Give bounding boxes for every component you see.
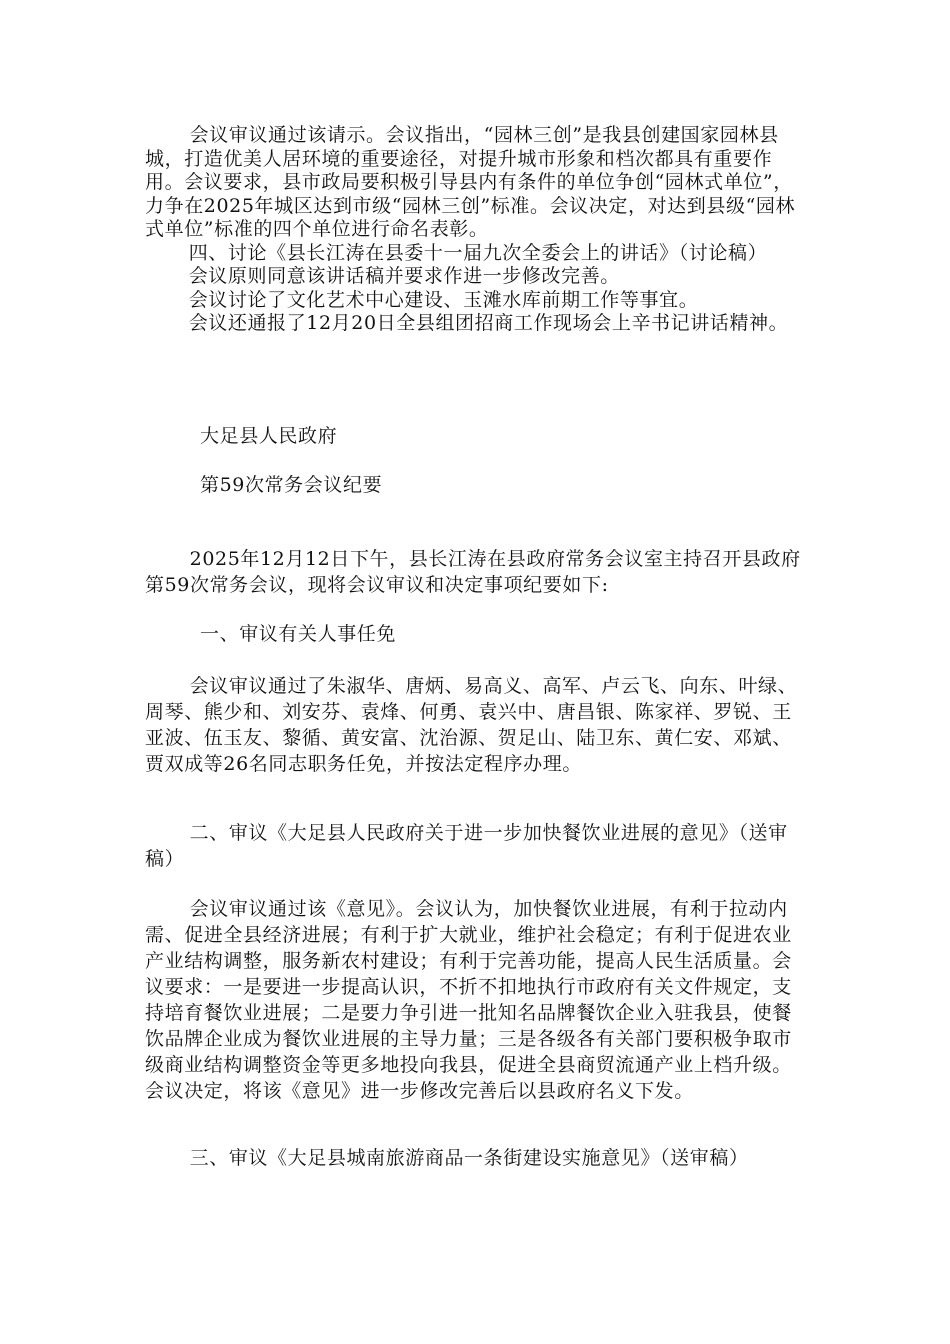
section-one-body: [145, 673, 810, 777]
intro-paragraph: 2025年12月12日下午，县长江涛在县政府常务会议室主持召开县政府第59次常务会议，现将会议审议和决定事项纪要如下:: [145, 548, 801, 596]
paragraph-item-four-heading: 四、讨论《县长江涛在县委十一届九次全委会上的讲话》（讨论稿）: [188, 241, 768, 264]
personnel-appointment-paragraph: 会议审议通过了朱淑华、唐炳、易高义、高军、卢云飞、向东、叶绿、周琴、熊少和、刘安芬、袁烽、何勇、袁兴中、唐昌银、陈家祥、罗锐、王亚波、伍玉友、黎循、黄安富、沈治源、贺足山、陆卫东、黄仁安、邓斌、贾双成等26名同志职务任免，并按法定程序办理。: [145, 675, 798, 775]
minutes-title: 第59次常务会议纪要: [200, 474, 383, 496]
section-three-heading-block: [145, 1145, 810, 1171]
section-three-heading: 三、审议《大足县城南旅游商品一条街建设实施意见》（送审稿）: [189, 1147, 749, 1169]
continued-minutes-block: [145, 124, 810, 336]
intro-block: [145, 546, 810, 598]
section-two-heading-block: [145, 820, 810, 872]
paragraph-discussion: 会议讨论了文化艺术中心建设、玉滩水库前期工作等事宜。: [188, 288, 699, 311]
paragraph-notification: 会议还通报了12月20日全县组团招商工作现场会上辛书记讲话精神。: [188, 312, 789, 334]
paragraph-approval-result: 会议审议通过该请示。会议指出，“园林三创”是我县创建国家园林县城，打造优美人居环境的重要途径，对提升城市形象和档次都具有重要作用。会议要求，县市政局要积极引导县内有条件的单位争创“园林式单位”，力争在2025年城区达到市级“园林三创”标准。会议决定，对达到县级“园林式单位”标准的四个单位进行命名表彰。: [145, 124, 796, 240]
section-one-heading: 一、审议有关人事任免: [200, 623, 397, 645]
catering-opinion-paragraph: 会议审议通过该《意见》。会议认为，加快餐饮业进展，有利于拉动内需、促进全县经济进展；有利于扩大就业，维护社会稳定；有利于促进农业产业结构调整，服务新农村建设；有利于完善功能，提高人民生活质量。会议要求：一是要进一步提高认识，不折不扣地执行市政府有关文件规定，支持培育餐饮业进展；二是要力争引进一批知名品牌餐饮企业入驻我县，使餐饮品牌企业成为餐饮业进展的主导力量；三是各级各有关部门要积极争取市级商业结构调整资金等更多地投向我县，促进全县商贸流通产业上档升级。会议决定，将该《意见》进一步修改完善后以县政府名义下发。: [145, 898, 792, 1102]
paragraph-speech-agreement: 会议原则同意该讲话稿并要求作进一步修改完善。: [188, 265, 620, 287]
section-two-heading: 二、审议《大足县人民政府关于进一步加快餐饮业进展的意见》（送审稿）: [145, 822, 788, 870]
section-two-body: [145, 896, 810, 1104]
issuing-organization: 大足县人民政府: [200, 425, 338, 447]
